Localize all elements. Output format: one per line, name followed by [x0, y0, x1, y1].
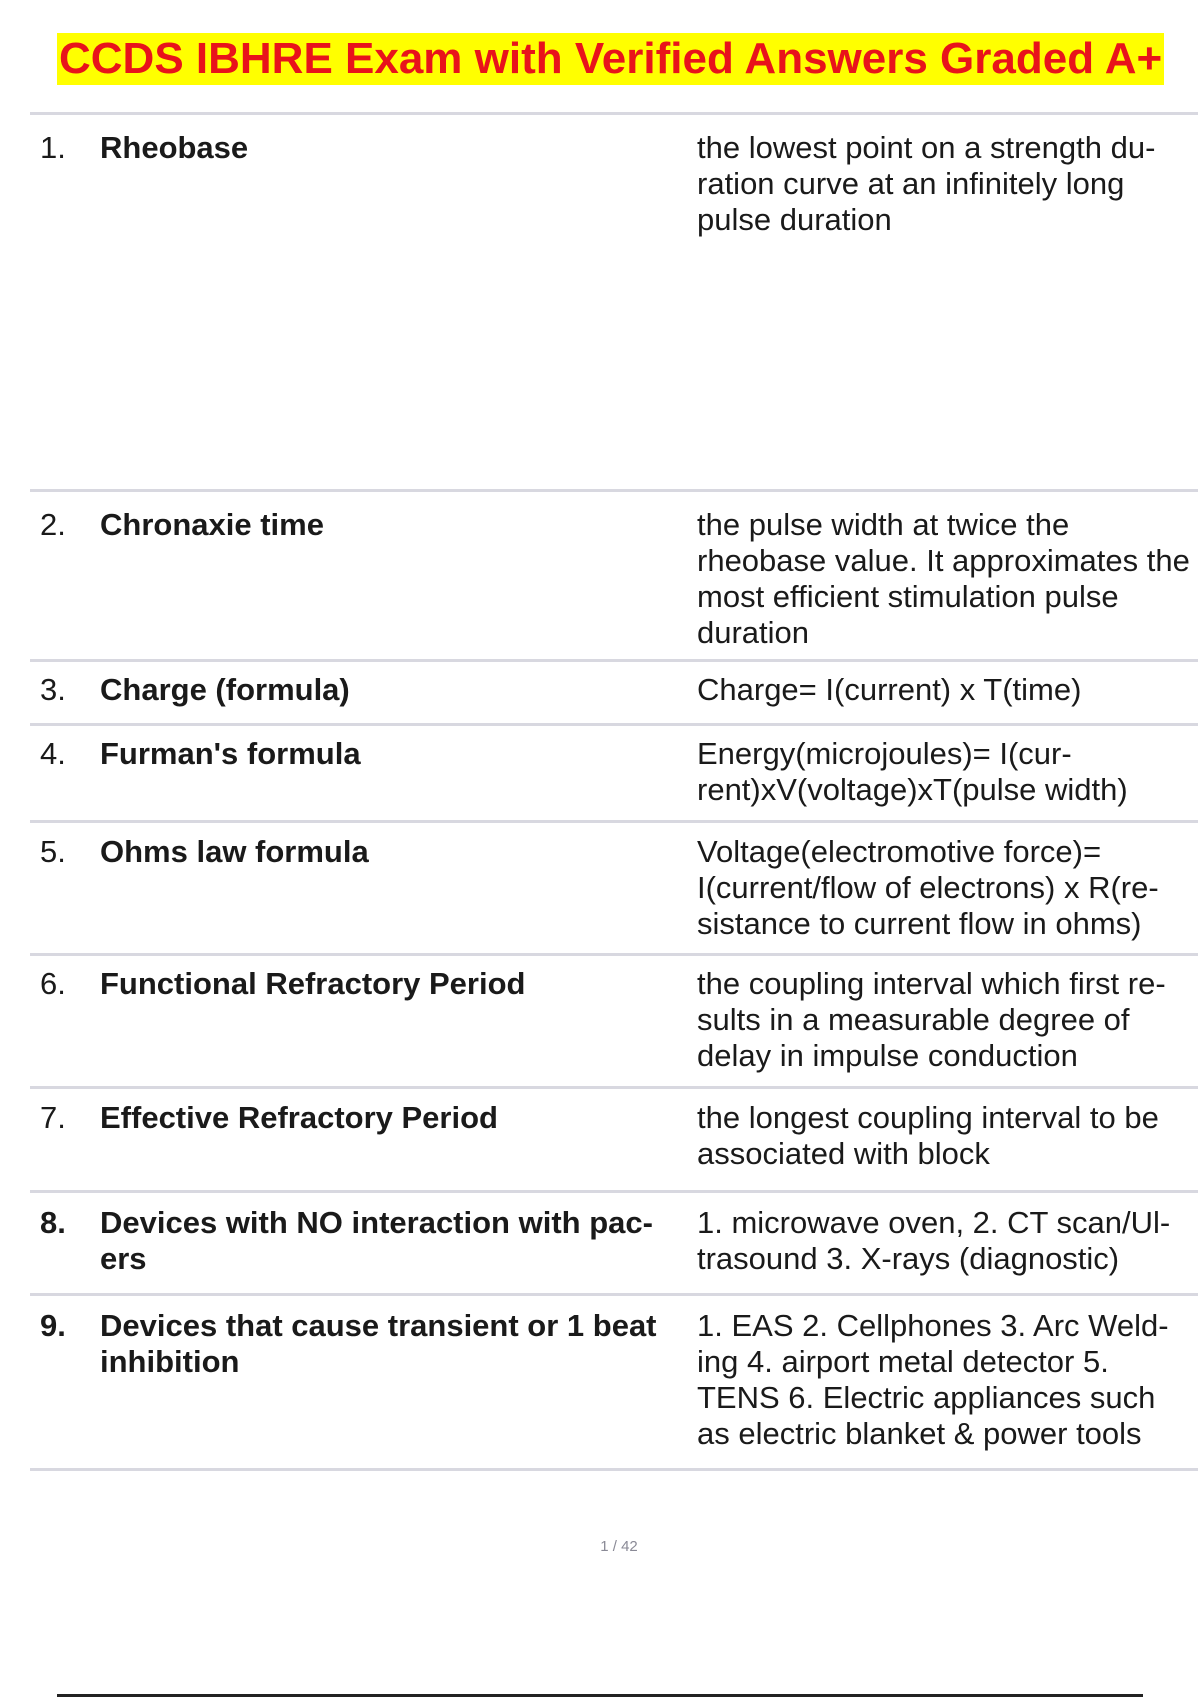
entry-term: Ohms law formula: [100, 834, 369, 869]
entry-number: 5.: [40, 834, 66, 869]
entry-term: Devices with NO interaction with pac- ers: [100, 1205, 653, 1276]
table-row: [30, 492, 1198, 662]
entry-definition: the lowest point on a strength du- ration curve at an infinitely long pulse duration: [697, 130, 1156, 237]
entry-definition: Energy(microjoules)= I(cur- rent)xV(voltage)xT(pulse width): [697, 736, 1128, 807]
entry-definition: 1. microwave oven, 2. CT scan/Ul- trasound 3. X-rays (diagnostic): [697, 1205, 1171, 1276]
entry-definition: the longest coupling interval to be associated with block: [697, 1100, 1159, 1171]
entry-term: Rheobase: [100, 130, 249, 165]
table-row: [30, 956, 1198, 1089]
entry-number: 4.: [40, 736, 66, 771]
entry-definition: the coupling interval which first re- sults in a measurable degree of delay in impulse conduction: [697, 966, 1166, 1073]
table-row: [30, 823, 1198, 956]
entry-term: Devices that cause transient or 1 beat inhibition: [100, 1308, 657, 1379]
bottom-divider: [57, 1694, 1143, 1697]
entry-definition: 1. EAS 2. Cellphones 3. Arc Weld- ing 4. airport metal detector 5. TENS 6. Electric appliances such as electric blanket & power tools: [697, 1308, 1169, 1451]
table-row: [30, 1296, 1198, 1471]
table-row: [30, 1089, 1198, 1193]
entry-definition: Charge= I(current) x T(time): [697, 672, 1082, 707]
entry-definition: the pulse width at twice the rheobase value. It approximates the most efficient stimulation pulse duration: [697, 507, 1190, 650]
entry-term: Charge (formula): [100, 672, 350, 707]
qa-table: [30, 112, 1198, 1471]
table-row: [30, 115, 1198, 492]
page-number: 1 / 42: [600, 1538, 638, 1555]
title-highlight: [57, 33, 1164, 85]
entry-number: 6.: [40, 966, 66, 1001]
entry-definition: Voltage(electromotive force)= I(current/flow of electrons) x R(re- sistance to current flow in ohms): [697, 834, 1159, 941]
page-title: CCDS IBHRE Exam with Verified Answers Graded A+: [59, 34, 1163, 83]
entry-number: 7.: [40, 1100, 66, 1135]
entry-number: 9.: [40, 1308, 66, 1343]
entry-term: Furman's formula: [100, 736, 361, 771]
entry-term: Effective Refractory Period: [100, 1100, 498, 1135]
table-row: [30, 726, 1198, 823]
table-row: [30, 662, 1198, 726]
table-row: [30, 1193, 1198, 1296]
entry-term: Chronaxie time: [100, 507, 324, 542]
entry-number: 8.: [40, 1205, 66, 1240]
entry-term: Functional Refractory Period: [100, 966, 526, 1001]
entry-number: 3.: [40, 672, 66, 707]
entry-number: 2.: [40, 507, 66, 542]
entry-number: 1.: [40, 130, 66, 165]
